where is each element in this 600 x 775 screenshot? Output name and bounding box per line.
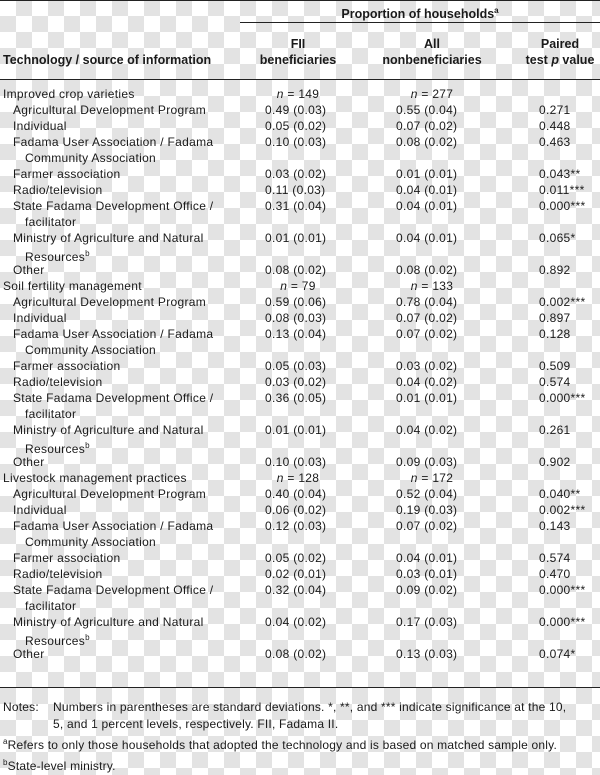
table-row	[0, 198, 600, 230]
note-b-mark: b	[3, 758, 8, 767]
table-row	[0, 262, 600, 278]
note-line-2	[3, 716, 597, 733]
p-value: 0.128	[539, 327, 571, 341]
nonbeneficiary-value: 0.07 (0.02)	[396, 119, 458, 133]
notes-label: Notes:	[3, 700, 39, 714]
row-label	[13, 262, 233, 278]
nonbeneficiary-value: 0.01 (0.01)	[396, 167, 458, 181]
note-line-1	[3, 699, 597, 716]
row-label-line1: Agricultural Development Program	[13, 295, 207, 309]
nonbeneficiary-value: 0.07 (0.02)	[396, 311, 458, 325]
row-label-footnote: b	[85, 441, 90, 450]
row-label-line1: Other	[13, 647, 45, 661]
table-row	[0, 294, 600, 310]
row-label-line2	[13, 214, 233, 230]
p-value: 0.000***	[539, 615, 586, 629]
p-value: 0.892	[539, 263, 571, 277]
nonbeneficiary-value: 0.04 (0.01)	[396, 231, 458, 245]
p-value: 0.470	[539, 567, 571, 581]
fii-value: 0.05 (0.03)	[265, 359, 327, 373]
row-label-footnote: b	[85, 633, 90, 642]
p-value: 0.463	[539, 135, 571, 149]
fii-value: 0.40 (0.04)	[265, 487, 327, 501]
row-label-line1: Radio/television	[13, 375, 103, 389]
group-header	[240, 3, 600, 22]
note-a-mark: a	[3, 737, 8, 746]
fii-value: 0.12 (0.03)	[265, 519, 327, 533]
fii-value: 0.08 (0.03)	[265, 311, 327, 325]
table-row	[0, 374, 600, 390]
sample-size-all: n = 172	[410, 471, 454, 485]
row-label	[13, 374, 233, 390]
row-label-line1: Farmer association	[13, 551, 121, 565]
row-label-line2-text: facilitator	[25, 599, 77, 613]
row-label-line2	[13, 342, 233, 358]
p-value: 0.040**	[539, 487, 581, 501]
nonbeneficiary-value: 0.04 (0.01)	[396, 183, 458, 197]
col-header-technology-text: Technology / source of information	[3, 53, 212, 67]
sample-size-fii: n = 128	[276, 471, 320, 485]
row-label-line1: Farmer association	[13, 359, 121, 373]
row-label	[13, 230, 233, 265]
sample-n-symbol: n	[410, 471, 418, 485]
row-label-line1: State Fadama Development Office /	[13, 583, 214, 597]
sample-size-all: n = 133	[410, 279, 454, 293]
row-label-line1: Radio/television	[13, 567, 103, 581]
col-header-fii-line2: beneficiaries	[259, 53, 337, 67]
p-value: 0.897	[539, 311, 571, 325]
sample-n-symbol: n	[280, 279, 288, 293]
row-label	[13, 166, 233, 182]
group-rule	[240, 22, 600, 23]
nonbeneficiary-value: 0.52 (0.04)	[396, 487, 458, 501]
row-label-line1: Radio/television	[13, 183, 103, 197]
nonbeneficiary-value: 0.07 (0.02)	[396, 327, 458, 341]
col-header-p-test: test	[525, 53, 552, 67]
sample-size-all-value: 133	[432, 279, 454, 293]
row-label	[13, 566, 233, 582]
table-row	[0, 134, 600, 166]
row-label-line2-text: facilitator	[25, 215, 77, 229]
header-rule	[0, 79, 600, 80]
table-row	[0, 118, 600, 134]
nonbeneficiary-value: 0.03 (0.02)	[396, 359, 458, 373]
row-label	[13, 118, 233, 134]
col-header-technology	[3, 52, 211, 68]
bottom-rule	[0, 687, 600, 688]
row-label-line2	[13, 598, 233, 614]
nonbeneficiary-value: 0.07 (0.02)	[396, 519, 458, 533]
table-row	[0, 646, 600, 672]
table-notes	[3, 699, 597, 775]
row-label-line1: Individual	[13, 119, 67, 133]
group-header-text: Proportion of households	[341, 7, 495, 22]
row-label-line2	[13, 534, 233, 550]
section-row	[0, 470, 600, 486]
table-row	[0, 182, 600, 198]
p-value: 0.448	[539, 119, 571, 133]
row-label	[13, 134, 233, 166]
table-row	[0, 582, 600, 614]
row-label	[13, 614, 233, 649]
nonbeneficiary-value: 0.19 (0.03)	[396, 503, 458, 517]
nonbeneficiary-value: 0.04 (0.02)	[396, 375, 458, 389]
fii-value: 0.04 (0.02)	[265, 615, 327, 629]
row-label-line1: Agricultural Development Program	[13, 487, 207, 501]
fii-value: 0.06 (0.02)	[265, 503, 327, 517]
sample-size-all-value: 172	[432, 471, 454, 485]
section-row	[0, 86, 600, 102]
row-label	[13, 582, 233, 614]
row-label	[13, 102, 233, 118]
top-rule	[0, 0, 600, 1]
p-value: 0.002***	[539, 295, 586, 309]
note-a	[3, 733, 597, 754]
table-row	[0, 326, 600, 358]
table-row	[0, 310, 600, 326]
sample-size-all: n = 277	[410, 87, 454, 101]
nonbeneficiary-value: 0.78 (0.04)	[396, 295, 458, 309]
p-value: 0.000***	[539, 391, 586, 405]
table-row	[0, 486, 600, 502]
table-row	[0, 550, 600, 566]
note-b-text: State-level ministry.	[7, 759, 116, 773]
row-label-line2	[13, 150, 233, 166]
row-label-line2-text: Community Association	[25, 343, 157, 357]
row-label-line1: Other	[13, 263, 45, 277]
fii-value: 0.01 (0.01)	[265, 423, 327, 437]
row-label-line1: Other	[13, 455, 45, 469]
p-value: 0.065*	[539, 231, 576, 245]
fii-value: 0.05 (0.02)	[265, 551, 327, 565]
row-label-line1: State Fadama Development Office /	[13, 199, 214, 213]
row-label-line2	[13, 406, 233, 422]
col-header-fii	[238, 36, 358, 68]
sample-size-all-value: 277	[432, 87, 454, 101]
section-title: Improved crop varieties	[3, 87, 135, 101]
p-value: 0.000***	[539, 199, 586, 213]
fii-value: 0.32 (0.04)	[265, 583, 327, 597]
fii-value: 0.10 (0.03)	[265, 135, 327, 149]
row-label	[13, 454, 233, 470]
p-value: 0.271	[539, 103, 571, 117]
col-header-p	[520, 36, 600, 68]
fii-value: 0.36 (0.05)	[265, 391, 327, 405]
row-label	[13, 358, 233, 374]
nonbeneficiary-value: 0.13 (0.03)	[396, 647, 458, 661]
row-label	[13, 502, 233, 518]
nonbeneficiary-value: 0.09 (0.03)	[396, 455, 458, 469]
section-title: Livestock management practices	[3, 471, 187, 485]
row-label	[13, 390, 233, 422]
sample-n-symbol: n	[410, 87, 418, 101]
nonbeneficiary-value: 0.08 (0.02)	[396, 263, 458, 277]
row-label-line2-text: Resources	[25, 442, 86, 456]
section-title: Soil fertility management	[3, 279, 142, 293]
table-body	[0, 86, 600, 672]
p-value: 0.509	[539, 359, 571, 373]
notes-text-1: Numbers in parentheses are standard deviations. *, **, and *** indicate significance at the 10,	[53, 700, 567, 714]
row-label	[13, 550, 233, 566]
col-header-all-line1: All	[424, 37, 440, 51]
sample-size-fii-value: 79	[301, 279, 316, 293]
fii-value: 0.59 (0.06)	[265, 295, 327, 309]
row-label	[13, 486, 233, 502]
nonbeneficiary-value: 0.55 (0.04)	[396, 103, 458, 117]
nonbeneficiary-value: 0.04 (0.02)	[396, 423, 458, 437]
section-row	[0, 278, 600, 294]
col-header-p-value: value	[558, 53, 595, 67]
row-label-line1: Individual	[13, 311, 67, 325]
table-row	[0, 230, 600, 262]
row-label	[13, 422, 233, 457]
p-value: 0.000***	[539, 583, 586, 597]
row-label-footnote: b	[85, 249, 90, 258]
row-label-line2-text: Resources	[25, 634, 86, 648]
table-row	[0, 422, 600, 454]
row-label	[13, 198, 233, 230]
row-label-line1: State Fadama Development Office /	[13, 391, 214, 405]
row-label-line1: Farmer association	[13, 167, 121, 181]
row-label-line1: Individual	[13, 503, 67, 517]
nonbeneficiary-value: 0.01 (0.01)	[396, 391, 458, 405]
row-label-line1: Fadama User Association / Fadama	[13, 519, 214, 533]
note-a-text: Refers to only those households that adopted the technology and is based on matched sample only.	[7, 738, 557, 752]
nonbeneficiary-value: 0.08 (0.02)	[396, 135, 458, 149]
note-b	[3, 754, 597, 775]
fii-value: 0.31 (0.04)	[265, 199, 327, 213]
row-label-line2-text: Community Association	[25, 535, 157, 549]
row-label-line2-text: facilitator	[25, 407, 77, 421]
nonbeneficiary-value: 0.17 (0.03)	[396, 615, 458, 629]
row-label	[13, 310, 233, 326]
row-label	[13, 518, 233, 550]
p-value: 0.261	[539, 423, 571, 437]
sample-size-fii-value: 128	[298, 471, 320, 485]
table-row	[0, 518, 600, 550]
fii-value: 0.10 (0.03)	[265, 455, 327, 469]
sample-n-symbol: n	[410, 279, 418, 293]
p-value: 0.143	[539, 519, 571, 533]
p-value: 0.574	[539, 375, 571, 389]
table-row	[0, 502, 600, 518]
sample-size-fii: n = 79	[280, 279, 316, 293]
row-label	[13, 646, 233, 662]
p-value: 0.074*	[539, 647, 576, 661]
col-header-p-italic: p	[551, 53, 559, 67]
row-label-line1: Ministry of Agriculture and Natural	[13, 615, 204, 629]
row-label-line1: Fadama User Association / Fadama	[13, 327, 214, 341]
fii-value: 0.11 (0.03)	[265, 183, 326, 197]
col-header-all-line2: nonbeneficiaries	[382, 53, 482, 67]
fii-value: 0.01 (0.01)	[265, 231, 327, 245]
row-label	[13, 326, 233, 358]
nonbeneficiary-value: 0.09 (0.02)	[396, 583, 458, 597]
row-label-line1: Ministry of Agriculture and Natural	[13, 423, 204, 437]
table-row	[0, 358, 600, 374]
row-label-line1: Agricultural Development Program	[13, 103, 207, 117]
sample-n-symbol: n	[276, 471, 284, 485]
table-row	[0, 102, 600, 118]
p-value: 0.011***	[539, 183, 585, 197]
fii-value: 0.08 (0.02)	[265, 263, 327, 277]
row-label-line2-text: Community Association	[25, 151, 157, 165]
table-row	[0, 390, 600, 422]
sample-size-fii: n = 149	[276, 87, 320, 101]
group-header-sup: a	[494, 6, 499, 15]
table-row	[0, 566, 600, 582]
col-header-p-line1: Paired	[540, 37, 580, 51]
row-label	[13, 294, 233, 310]
table-row	[0, 614, 600, 646]
col-header-fii-line1: FII	[290, 37, 306, 51]
fii-value: 0.13 (0.04)	[265, 327, 327, 341]
table-row	[0, 166, 600, 182]
p-value: 0.902	[539, 455, 571, 469]
row-label-line1: Ministry of Agriculture and Natural	[13, 231, 204, 245]
p-value: 0.002***	[539, 503, 586, 517]
col-header-p-line2	[520, 52, 600, 68]
p-value: 0.043**	[539, 167, 581, 181]
nonbeneficiary-value: 0.04 (0.01)	[396, 199, 458, 213]
fii-value: 0.03 (0.02)	[265, 375, 327, 389]
nonbeneficiary-value: 0.03 (0.01)	[396, 567, 458, 581]
fii-value: 0.02 (0.01)	[265, 567, 327, 581]
p-value: 0.574	[539, 551, 571, 565]
col-header-all	[372, 36, 492, 68]
fii-value: 0.05 (0.02)	[265, 119, 327, 133]
sample-size-fii-value: 149	[298, 87, 320, 101]
fii-value: 0.03 (0.02)	[265, 167, 327, 181]
table-row	[0, 454, 600, 470]
row-label-line1: Fadama User Association / Fadama	[13, 135, 214, 149]
fii-value: 0.08 (0.02)	[265, 647, 327, 661]
row-label-line2-text: Resources	[25, 250, 86, 264]
row-label	[13, 182, 233, 198]
fii-value: 0.49 (0.03)	[265, 103, 327, 117]
notes-text-2: 5, and 1 percent levels, respectively. FII, Fadama II.	[53, 717, 339, 731]
nonbeneficiary-value: 0.04 (0.01)	[396, 551, 458, 565]
sample-n-symbol: n	[276, 87, 284, 101]
